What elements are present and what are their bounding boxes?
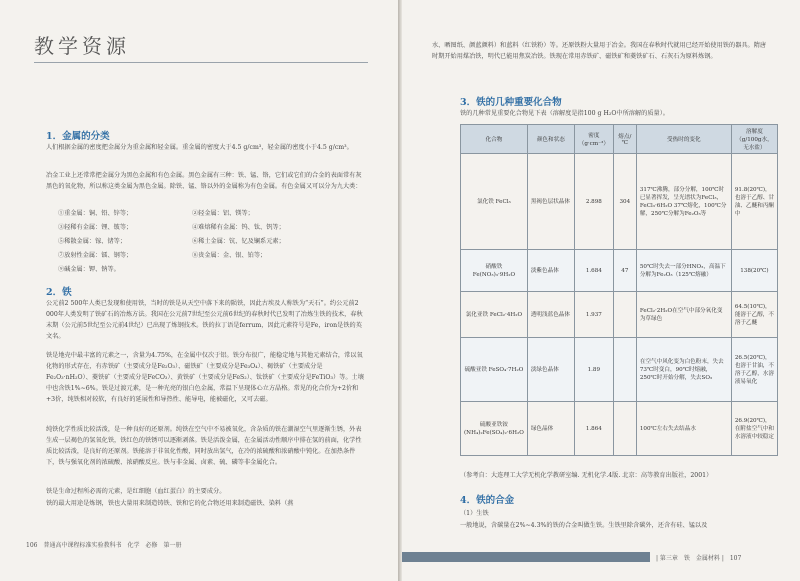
list-item: ⑨碱金属：钾、钠等。 (58, 266, 120, 273)
table-cell: 304 (613, 154, 636, 250)
paragraph: 人们根据金属的密度把金属分为重金属和轻金属。重金属的密度大于4.5 g/cm³，轻金属的密度小于4.5 g/cm³。 (46, 144, 353, 151)
table-cell (613, 292, 636, 338)
table-cell: 1.864 (574, 402, 613, 456)
table-cell: 1.937 (574, 292, 613, 338)
left-page (0, 0, 398, 581)
list-item: ①重金属：铜、铅、锌等； (58, 210, 133, 217)
table-row (461, 250, 778, 292)
table-cell: 硫酸亚铁铵 (NH₄)₂Fe(SO₄)₂·6H₂O (461, 402, 528, 456)
table-cell: 2.898 (574, 154, 613, 250)
table-cell: 淡绿色晶体 (527, 338, 574, 402)
list-item: ⑦放射性金属：镭、钢等； (58, 252, 133, 259)
column-header: 颜色和状态 (527, 125, 574, 154)
column-header: 受热时的变化 (636, 125, 731, 154)
table-cell: 黑褐色层状晶体 (527, 154, 574, 250)
table-cell: 100℃左右失去结晶水 (636, 402, 731, 456)
table-cell: 47 (613, 250, 636, 292)
table-row (461, 402, 778, 456)
footer-bar (402, 552, 650, 562)
column-header: 化合物 (461, 125, 528, 154)
paragraph: 铁是生命过程所必需的元素，是红细胞（血红蛋白）的主要成分。 (46, 488, 226, 495)
table-cell: 氯化亚铁 FeCl₂·4H₂O (461, 292, 528, 338)
list-item: ④难熔稀有金属：钨、钛、钒等； (192, 224, 285, 231)
paragraph: 铁是地壳中最丰富的元素之一，含量为4.75%，在金属中仅次于铝。铁分布很广，能稳定地与其他元素结合，常以氧化物的形式存在，有赤铁矿（主要成分是Fe₂O₃）、磁铁矿（主要成分是Fe₃O₄）、褐铁矿（主要成分是Fe₂O₃·nH₂O）、菱铁矿（主要成分是FeCO₃）、黄铁矿（主要成分是FeS₂）、钛铁矿（主要成分是FeTiO₃）等。土壤中也含铁1%~6%。铁是过渡元素，是一种光亮的银白色金属，常温下呈现体心立方晶格。常见的化合价为+2价和+3价，纯铁相对较软，有良好的延展性和导热性、能导电，能被磁化，又可去磁。 (46, 352, 364, 403)
subheading: （1）生铁 (460, 510, 489, 517)
table-cell: 淡紫色晶体 (527, 250, 574, 292)
paragraph: 一般地说，含碳量在2%~4.3%的铁的合金叫做生铁。生铁里除含碳外，还含有硅、锰以及 (460, 522, 708, 529)
paragraph: 冶金工业上还常常把金属分为黑色金属和有色金属。黑色金属有三种：铁、锰、铬，它们或它们的合金的表面常有灰黑色的氧化物，所以称这类金属为黑色金属。除铁、锰、铬以外的金属称为有色金属。有色金属又可以分为九大类： (46, 172, 362, 190)
paragraph: 纯铁化学性质比较活泼，是一种良好的还原剂。纯铁在空气中不易被氧化，含杂质的铁在潮湿空气里逐渐生锈，外表生成一层褐色的氢氧化铁，铁红色的铁锈可以逐渐剥落。铁是活泼金属，在金属活动性顺序中排在氢的前面，化学性质比较活泼，是良好的还原剂。铁能溶于非氧化性酸，同时放出氢气，在冷的浓硫酸和浓硝酸中钝化。在加热条件下，铁与强氧化剂的浓硫酸、浓硝酸反应。铁与非金属、卤素、硫、磷等非金属化合。 (46, 426, 362, 466)
table-cell: 硫酸亚铁 FeSO₄·7H₂O (461, 338, 528, 402)
list-item: ②轻金属：铝、镁等； (192, 210, 254, 217)
list-item: ⑥稀土金属：钪、钇及镧系元素； (192, 238, 285, 245)
table-cell: 1.684 (574, 250, 613, 292)
table-row (461, 292, 778, 338)
table-cell: 317℃沸腾，部分分解，100℃时已显著挥发，呈光谱状为FeCl₃，FeCl₃·6H₂O 37℃熔化，100℃分解，250℃分解为Fe₂O₃等 (636, 154, 731, 250)
table-header-row (461, 125, 778, 154)
section-heading-iron: 2．铁 (46, 287, 72, 298)
iron-compounds-table (460, 124, 778, 456)
table-cell: FeCl₂·2H₂O在空气中部分氧化变为草绿色 (636, 292, 731, 338)
section-heading-metal-classification: 1．金属的分类 (46, 131, 110, 142)
page-footer: 106 普通高中课程标准实验教科书 化学 必修 第一册 (26, 542, 182, 549)
table-row (461, 338, 778, 402)
table-cell (613, 402, 636, 456)
table-cell (613, 338, 636, 402)
table-cell: 1.89 (574, 338, 613, 402)
table-reference: （参考自：大连理工大学无机化学教研室编. 无机化学.4版. 北京：高等教育出版社，2001） (460, 472, 713, 479)
page-title: 教学资源 (34, 34, 130, 58)
table-cell: 50℃时失去一部分HNO₃，高温下分解为Fe₂O₃（125℃熔融） (636, 250, 731, 292)
page-footer: | 第三章 铁 金属材料 | 107 (656, 555, 742, 562)
table-row (461, 154, 778, 250)
table-cell: 91.8(20℃)，也溶于乙醇、甘油、乙醚和丙酮中 (731, 154, 777, 250)
column-header: 熔点/℃ (613, 125, 636, 154)
table-cell: 64.5(10℃)，能溶于乙醇，不溶于乙醚 (731, 292, 777, 338)
list-item: ⑧贵金属：金、银、铂等； (192, 252, 267, 259)
table-cell: 绿色晶体 (527, 402, 574, 456)
table-cell: 26.9(20℃)，在附盐空气中和水溶液中较稳定 (731, 402, 777, 456)
section-heading-iron-compounds: 3．铁的几种重要化合物 (460, 97, 562, 108)
table-cell: 138(20℃) (731, 250, 777, 292)
column-header: 密度（g·cm⁻³） (574, 125, 613, 154)
right-page (402, 0, 800, 581)
paragraph: 水、晒图纸、颜蓝颜料）和蓝料（红铁粉）等。还原铁粉大量用于冶金。我国在春秋时代就用已经开始使用铁的器具。隋唐时期开始用煤冶铁，明代已能用焦炭冶铁。铁现在常用赤铁矿、磁铁矿和菱铁矿石、石灰石为原料炼钢。 (432, 42, 767, 60)
paragraph: 公元前2 500年人类已发现和使用铁，当时的铁是从天空中落下来的陨铁，因此古埃及人称铁为“天石”。约公元前2 000年人类发明了铁矿石的冶炼方法。我国在公元前7世纪至公元前6世纪的春秋时代已发明了冶炼生铁的技术，春秋末期（公元前5世纪至公元前4世纪）已出现了炼钢技术。铁的拉丁语是ferrum，因此元素符号是Fe，iron是铁的英文名。 (46, 300, 363, 340)
list-item: ③轻稀有金属：锂、铍等； (58, 224, 133, 231)
title-divider (34, 62, 368, 63)
table-cell: 硝酸铁 Fe(NO₃)₃·9H₂O (461, 250, 528, 292)
table-cell: 氯化铁 FeCl₃ (461, 154, 528, 250)
table-cell: 26.5(20℃)，也溶于甘油，不溶于乙醇，水溶液易氧化 (731, 338, 777, 402)
table-cell: 在空气中风化变为白色粉末，失去73℃时变白，90℃时熔融，250℃时开始分解，失去SO₃ (636, 338, 731, 402)
column-header: 溶解度（g/100g水，无水盐） (731, 125, 777, 154)
paragraph: 铁的最大用途是炼钢，铁也大量用来制造铸铁、铁和它的化合物还用来制造磁铁、染料（燕 (46, 500, 294, 507)
section-heading-iron-alloys: 4．铁的合金 (460, 495, 515, 506)
table-caption: 铁的几种常见重要化合物见下表（溶解度是指100 g H₂O中所溶解的质量）。 (460, 110, 669, 117)
table-cell: 透明浅蓝色晶体 (527, 292, 574, 338)
list-item: ⑤稀散金属：镓、锗等； (58, 238, 127, 245)
